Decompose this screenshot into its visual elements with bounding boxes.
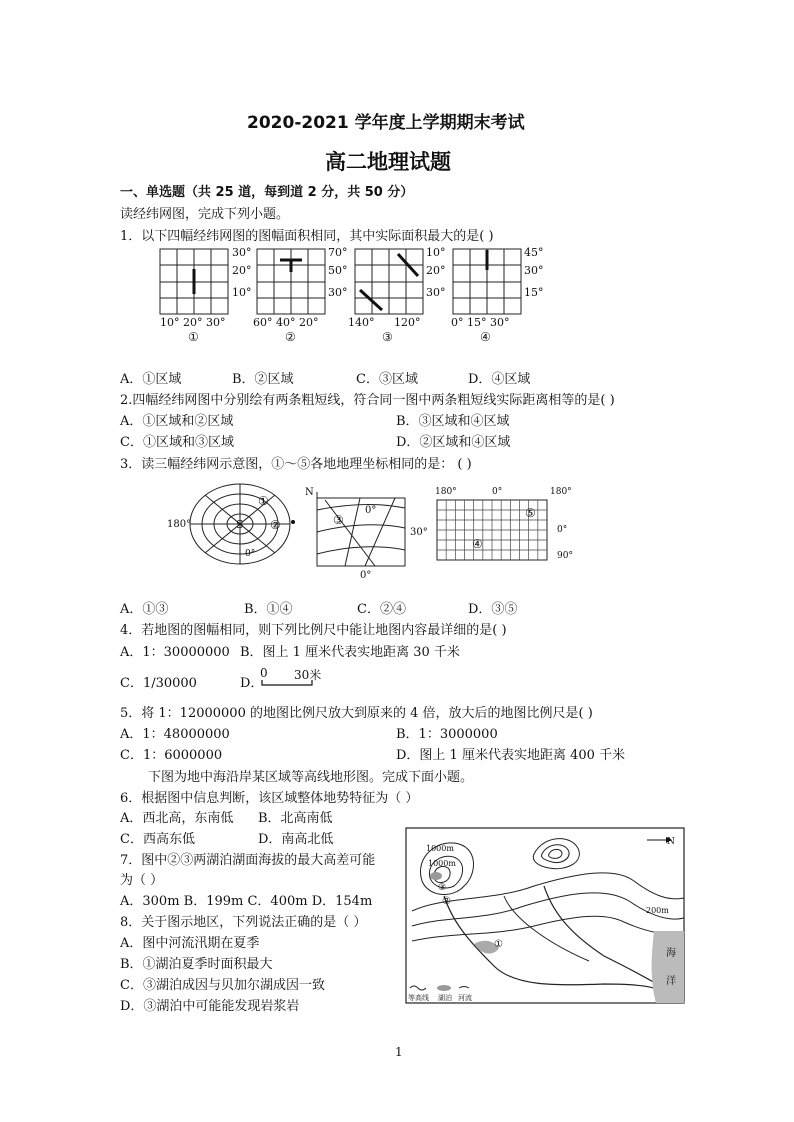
svg-text:N: N bbox=[667, 837, 675, 847]
svg-text:45°: 45° bbox=[524, 246, 544, 259]
q5-option-d: D．图上 1 厘米代表实地距离 400 千米 bbox=[396, 748, 626, 763]
q6-option-b: B．北高南低 bbox=[258, 811, 333, 826]
q4-option-b: B．图上 1 厘米代表实地距离 30 千米 bbox=[240, 645, 460, 660]
q1-option-a: A．①区域 bbox=[120, 372, 182, 387]
svg-text:180°: 180° bbox=[550, 487, 572, 497]
svg-text:15°: 15° bbox=[524, 286, 544, 299]
svg-text:30°: 30° bbox=[524, 264, 544, 277]
q6-option-c: C．西高东低 bbox=[120, 832, 195, 847]
svg-text:S: S bbox=[236, 518, 244, 531]
svg-text:等高线: 等高线 bbox=[408, 994, 429, 1002]
svg-text:N: N bbox=[305, 487, 314, 498]
svg-text:20°: 20° bbox=[426, 264, 446, 277]
q3-option-a: A．①③ bbox=[120, 602, 169, 617]
q8-option-b: B．①湖泊夏季时面积最大 bbox=[120, 957, 273, 972]
svg-text:30°: 30° bbox=[426, 286, 446, 299]
q7-options: A．300m B．199m C．400m D．154m bbox=[120, 894, 373, 909]
q8-option-d: D．③湖泊中可能能发现岩浆岩 bbox=[120, 999, 300, 1014]
exam-title: 2020-2021 学年度上学期期末考试 bbox=[247, 113, 525, 133]
q7-stem-line1: 7．图中②③两湖泊湖面海拔的最大高差可能 bbox=[120, 853, 376, 868]
scale-bar-right-label: 30米 bbox=[294, 668, 322, 682]
svg-text:③: ③ bbox=[438, 883, 447, 893]
svg-text:180°: 180° bbox=[167, 519, 192, 530]
svg-text:①: ① bbox=[258, 494, 269, 508]
q2-option-b: B．③区域和④区域 bbox=[396, 414, 510, 429]
q6-option-d: D．南高北低 bbox=[258, 832, 334, 847]
svg-text:③: ③ bbox=[382, 330, 393, 344]
q8-option-c: C．③湖泊成因与贝加尔湖成因一致 bbox=[120, 978, 325, 993]
svg-text:②: ② bbox=[270, 518, 281, 532]
q6-option-a: A．西北高，东南低 bbox=[120, 811, 234, 826]
svg-text:海: 海 bbox=[666, 948, 676, 959]
svg-text:10°: 10° bbox=[232, 286, 252, 299]
svg-text:0°: 0° bbox=[245, 549, 256, 559]
svg-text:1000m: 1000m bbox=[426, 844, 454, 853]
q4-stem: 4．若地图的图幅相同，则下列比例尺中能让地图内容最详细的是( ) bbox=[120, 623, 507, 638]
svg-text:④: ④ bbox=[480, 330, 491, 344]
svg-text:④: ④ bbox=[472, 537, 483, 551]
q4-option-a: A．1：30000000 bbox=[120, 645, 230, 660]
svg-text:0° 15° 30°: 0° 15° 30° bbox=[451, 316, 510, 329]
svg-text:50°: 50° bbox=[328, 264, 348, 277]
q2-option-d: D．②区域和④区域 bbox=[396, 435, 511, 450]
svg-text:1000m: 1000m bbox=[428, 859, 456, 868]
polar-grid bbox=[167, 484, 295, 564]
q2-option-c: C．①区域和③区域 bbox=[120, 435, 234, 450]
svg-text:30°: 30° bbox=[328, 286, 348, 299]
q6-stem: 6．根据图中信息判断，该区域整体地势特征为（ ） bbox=[120, 791, 419, 806]
svg-text:10° 20° 30°: 10° 20° 30° bbox=[160, 316, 226, 329]
grid-figure-4 bbox=[451, 246, 544, 344]
svg-text:90°: 90° bbox=[557, 551, 573, 561]
svg-text:70°: 70° bbox=[328, 246, 348, 259]
contour-map bbox=[404, 826, 688, 1006]
grid-figure-1 bbox=[160, 246, 252, 344]
q1-figure bbox=[150, 244, 570, 344]
passage-intro: 下图为地中海沿岸某区域等高线地形图。完成下面小题。 bbox=[148, 770, 474, 785]
svg-text:180°: 180° bbox=[435, 487, 457, 497]
q3-figure bbox=[165, 480, 585, 580]
q1-option-c: C．③区域 bbox=[356, 372, 418, 387]
svg-text:120°: 120° bbox=[394, 316, 421, 329]
scale-bar-left-label: 0 bbox=[260, 666, 268, 680]
q2-stem: 2.四幅经纬网图中分别绘有两条粗短线，符合同一图中两条粗短线实际距离相等的是( ) bbox=[120, 393, 615, 408]
svg-text:②: ② bbox=[442, 896, 451, 907]
q1-stem: 1．以下四幅经纬网图的图幅面积相同，其中实际面积最大的是( ) bbox=[120, 229, 494, 244]
section-heading: 一、单选题（共 25 道，每到道 2 分，共 50 分） bbox=[120, 185, 414, 200]
q3-option-d: D．③⑤ bbox=[468, 602, 518, 617]
svg-text:③: ③ bbox=[333, 513, 344, 527]
svg-text:30°: 30° bbox=[232, 246, 252, 259]
svg-text:200m: 200m bbox=[646, 906, 669, 915]
svg-text:30°: 30° bbox=[410, 527, 428, 538]
grid-figure-3 bbox=[348, 246, 446, 344]
scale-bar bbox=[260, 680, 320, 688]
svg-text:②: ② bbox=[285, 330, 296, 344]
svg-text:湖泊: 湖泊 bbox=[438, 994, 452, 1002]
grid-figure-2 bbox=[253, 246, 348, 344]
q3-option-c: C．②④ bbox=[357, 602, 406, 617]
q5-option-b: B．1：3000000 bbox=[396, 727, 498, 742]
svg-text:①: ① bbox=[494, 939, 503, 950]
q8-option-a: A．图中河流汛期在夏季 bbox=[120, 936, 260, 951]
cylindrical-grid bbox=[435, 487, 573, 561]
svg-text:⑤: ⑤ bbox=[525, 506, 536, 520]
q3-option-b: B．①④ bbox=[244, 602, 293, 617]
q7-stem-line2: 为（ ） bbox=[120, 873, 164, 888]
q1-option-d: D．④区域 bbox=[468, 372, 531, 387]
svg-text:10°: 10° bbox=[426, 246, 446, 259]
q1-option-b: B．②区域 bbox=[232, 372, 294, 387]
q5-option-a: A．1：48000000 bbox=[120, 727, 230, 742]
svg-text:洋: 洋 bbox=[666, 976, 676, 987]
conic-grid bbox=[305, 487, 428, 581]
exam-subtitle: 高二地理试题 bbox=[325, 150, 451, 174]
q4-option-d: D． bbox=[240, 676, 264, 691]
q5-option-c: C．1：6000000 bbox=[120, 748, 223, 763]
svg-text:0°: 0° bbox=[492, 487, 503, 497]
q3-stem: 3．读三幅经纬网示意图，①～⑤各地地理坐标相同的是： ( ) bbox=[120, 457, 472, 472]
q2-option-a: A．①区域和②区域 bbox=[120, 414, 234, 429]
section-intro: 读经纬网图，完成下列小题。 bbox=[120, 207, 290, 222]
q5-stem: 5．将 1：12000000 的地图比例尺放大到原来的 4 倍，放大后的地图比例尺是( ) bbox=[120, 706, 593, 721]
svg-text:0°: 0° bbox=[557, 525, 568, 535]
svg-text:河流: 河流 bbox=[458, 994, 472, 1002]
q8-stem: 8．关于图示地区，下列说法正确的是（ ） bbox=[120, 915, 367, 930]
svg-text:60° 40° 20°: 60° 40° 20° bbox=[253, 316, 319, 329]
svg-text:0°: 0° bbox=[365, 505, 377, 516]
svg-text:140°: 140° bbox=[348, 316, 375, 329]
svg-text:20°: 20° bbox=[232, 264, 252, 277]
svg-text:0°: 0° bbox=[360, 570, 372, 581]
svg-text:①: ① bbox=[188, 330, 199, 344]
page-number: 1 bbox=[395, 1045, 403, 1059]
q4-option-c: C．1/30000 bbox=[120, 676, 197, 691]
